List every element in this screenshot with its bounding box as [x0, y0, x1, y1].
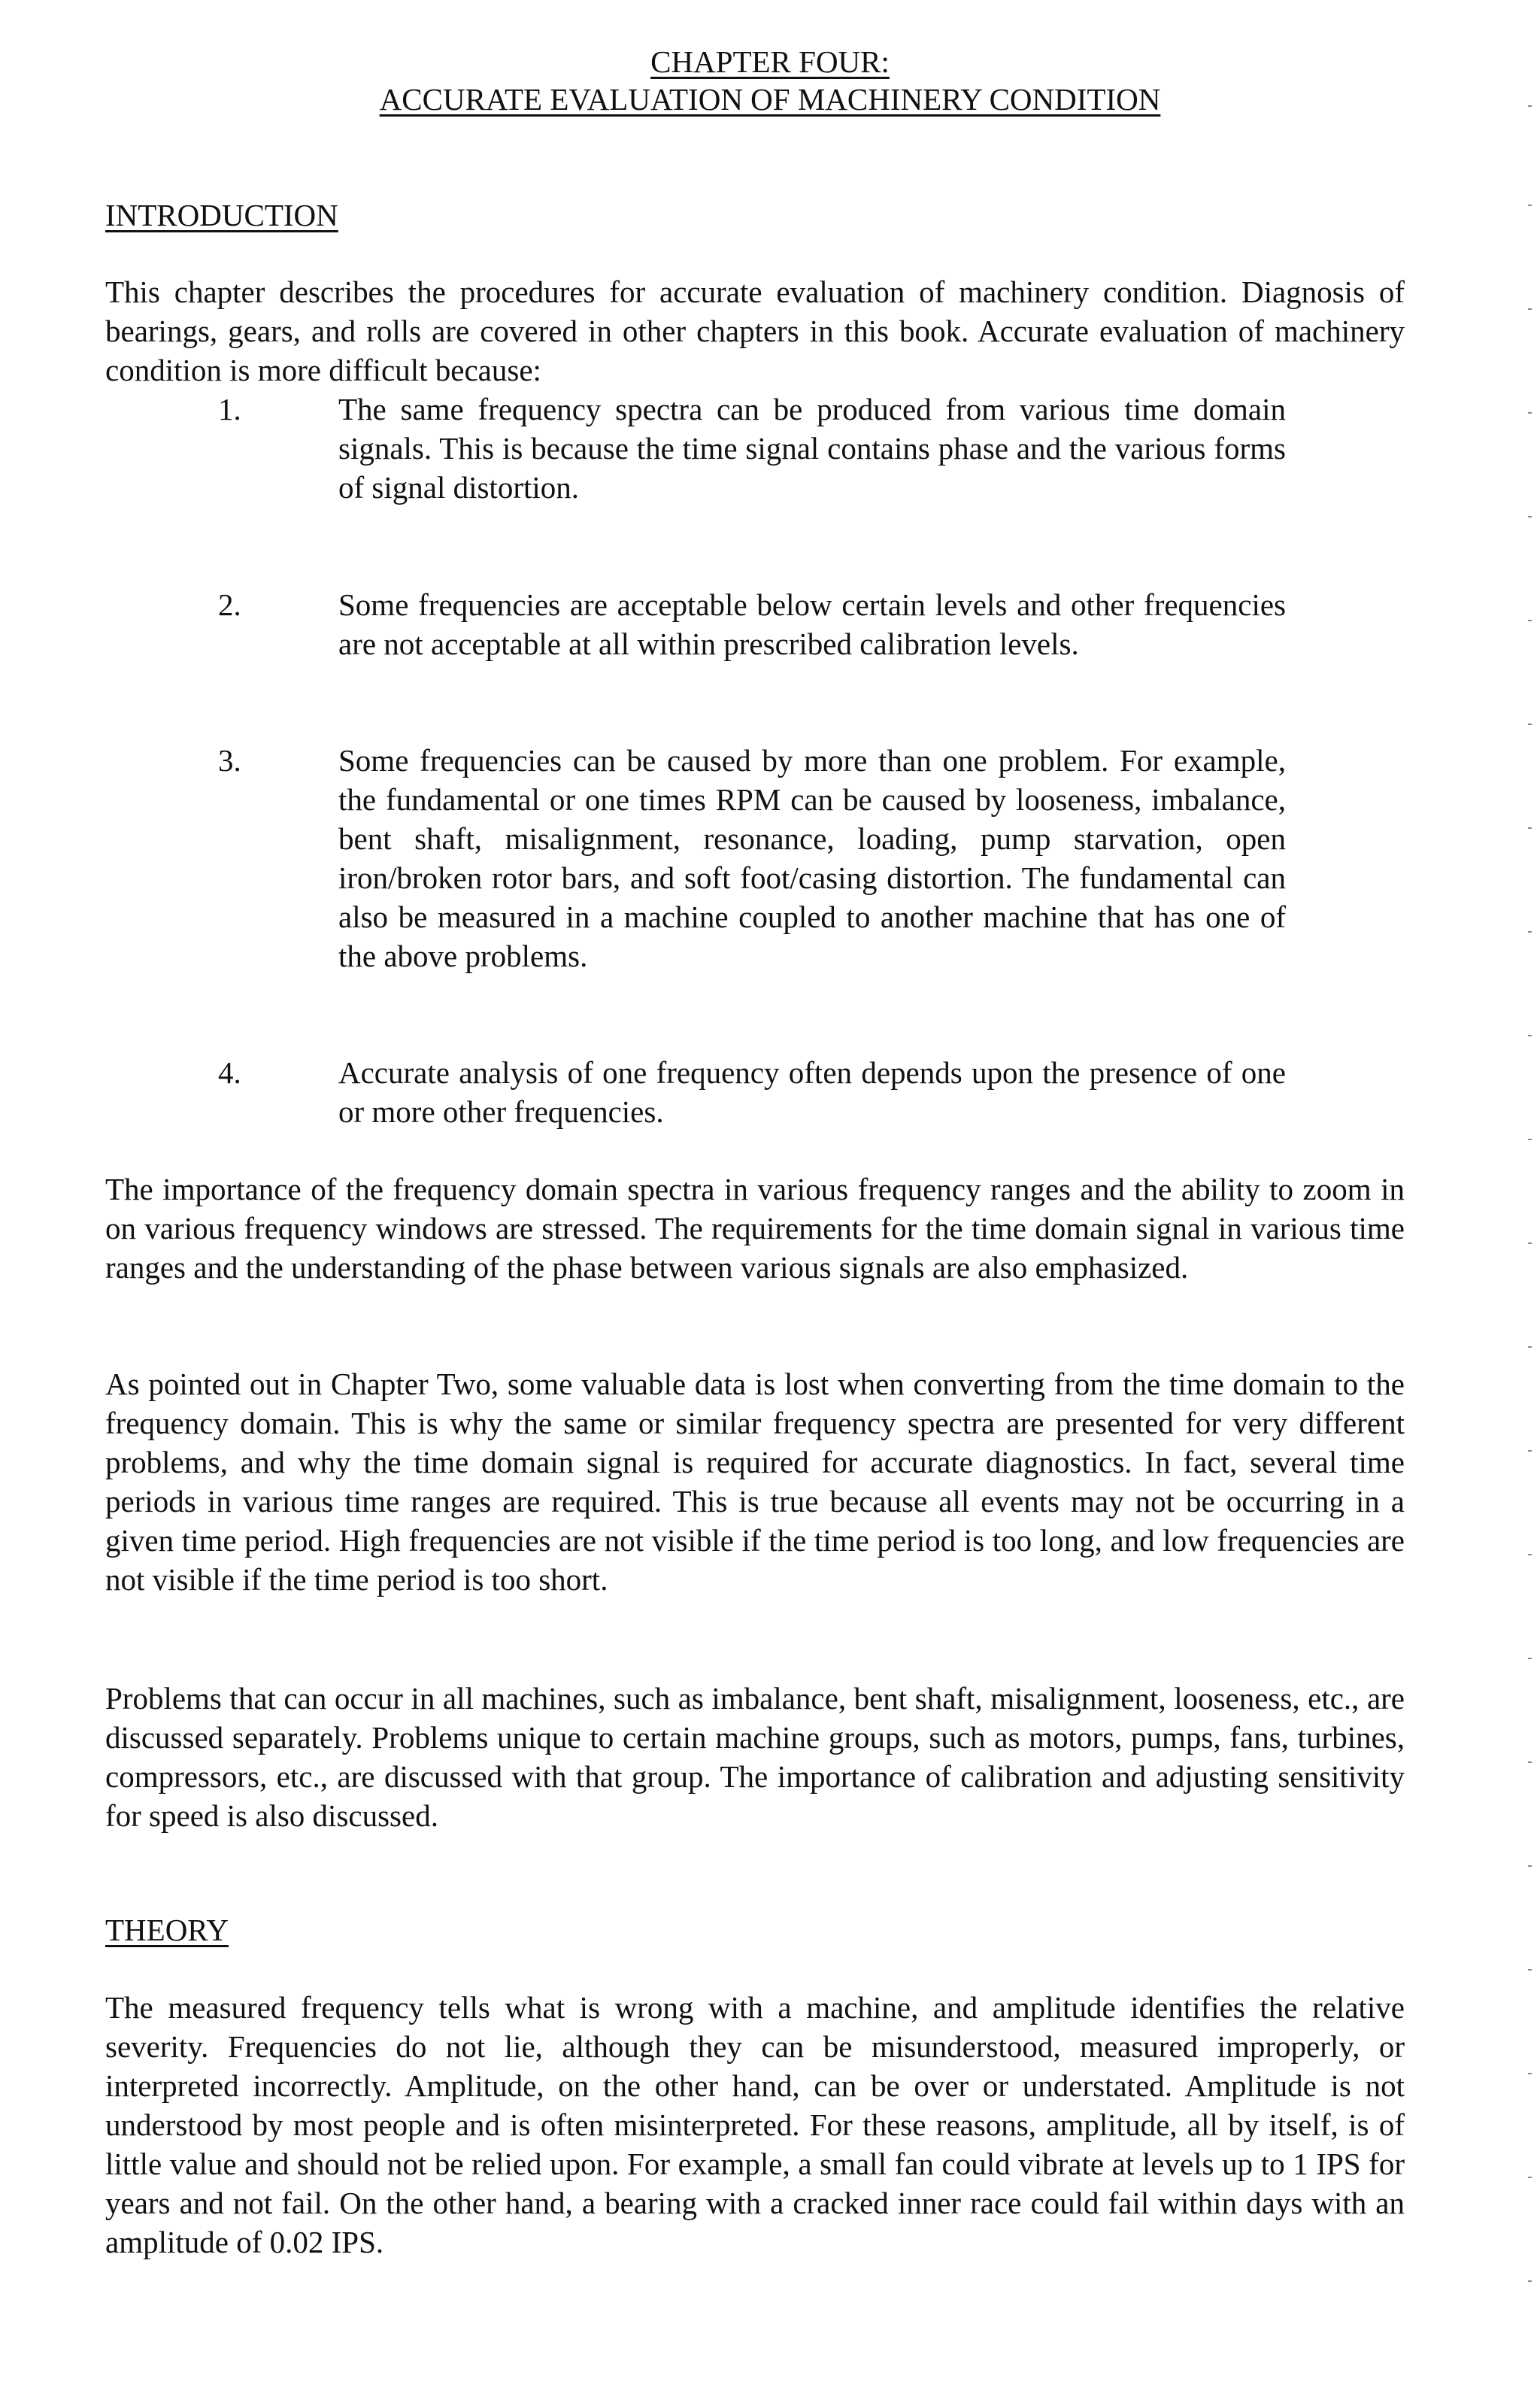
margin-tick — [1528, 1035, 1532, 1036]
margin-tick — [1528, 105, 1532, 107]
margin-tick — [1528, 1450, 1532, 1452]
margin-tick — [1528, 1658, 1532, 1659]
list-item-4-text: Accurate analysis of one frequency often depends upon the presence of one or more other frequencies. — [338, 1055, 1286, 1129]
margin-tick — [1528, 1865, 1532, 1867]
margin-tick — [1528, 1554, 1532, 1555]
margin-tick — [1528, 1139, 1532, 1140]
margin-tick — [1528, 1969, 1532, 1971]
chapter-title: ACCURATE EVALUATION OF MACHINERY CONDITION — [379, 82, 1161, 117]
list-item-2-text: Some frequencies are acceptable below certain levels and other frequencies are not acceptable at all within prescribed calibration levels. — [338, 587, 1286, 661]
margin-tick — [1528, 2073, 1532, 2074]
chapter-two-paragraph: As pointed out in Chapter Two, some valuable data is lost when converting from the time domain to the frequency domain. This is why the same or similar frequency spectra are presented for very different problems, and why the time domain signal is required for accurate diagnostics. In fact, several time periods in various time ranges are required. This is true because all events may not be occurring in a given time period. High frequencies are not visible if the time period is too long, and low frequencies are not visible if the time period is too short. — [105, 1367, 1405, 1597]
margin-tick — [1528, 1761, 1532, 1763]
introduction-paragraph: This chapter describes the procedures for accurate evaluation of machinery condition. Diagnosis of bearings, gears, and rolls are covered in other chapters in this book. Accurate evaluation of machinery condition is more difficult because: — [105, 275, 1405, 387]
list-item-4-number: 4. — [218, 1055, 241, 1090]
margin-tick — [1528, 1346, 1532, 1348]
list-item-1-number: 1. — [218, 392, 241, 426]
margin-tick — [1528, 205, 1532, 206]
margin-tick — [1528, 931, 1532, 933]
margin-tick — [1528, 620, 1532, 621]
problems-paragraph: Problems that can occur in all machines, such as imbalance, bent shaft, misalignment, looseness, etc., are discussed separately. Problems unique to certain machine groups, such as motors, pumps, fans, turbines, compressors, etc., are discussed with that group. The importance of calibration and adjusting sensitivity for speed is also discussed. — [105, 1681, 1405, 1833]
list-item-3-number: 3. — [218, 743, 241, 778]
margin-tick — [1528, 412, 1532, 414]
frequency-domain-paragraph: The importance of the frequency domain spectra in various frequency ranges and the ability to zoom in on various frequency windows are stressed. The requirements for the time domain signal in various time ranges and the understanding of the phase between various signals are also emphasized. — [105, 1172, 1405, 1285]
introduction-heading: INTRODUCTION — [105, 198, 338, 232]
theory-heading: THEORY — [105, 1913, 229, 1947]
margin-tick — [1528, 2177, 1532, 2178]
list-item-3-text: Some frequencies can be caused by more than one problem. For example, the fundamental or one times RPM can be caused by looseness, imbalance, bent shaft, misalignment, resonance, loading, pump starvation, open iron/broken rotor bars, and soft foot/casing distortion. The fundamental can also be measured in a machine coupled to another machine that has one of the above problems. — [338, 743, 1286, 973]
list-item-2-number: 2. — [218, 587, 241, 622]
margin-tick — [1528, 724, 1532, 725]
margin-tick — [1528, 308, 1532, 310]
margin-tick — [1528, 1242, 1532, 1244]
chapter-number-title: CHAPTER FOUR: — [650, 44, 890, 79]
theory-paragraph: The measured frequency tells what is wrong with a machine, and amplitude identifies the relative severity. Frequencies do not lie, although they can be misunderstood, measured improperly, or interpreted incorrectly. Amplitude, on the other hand, can be over or understated. Amplitude is not understood by most people and is often misinterpreted. For these reasons, amplitude, all by itself, is of little value and should not be relied upon. For example, a small fan could vibrate at levels up to 1 IPS for years and not fail. On the other hand, a bearing with a cracked inner race could fail within days with an amplitude of 0.02 IPS. — [105, 1990, 1405, 2259]
margin-tick — [1528, 827, 1532, 829]
margin-tick — [1528, 2280, 1532, 2282]
list-item-1-text: The same frequency spectra can be produced from various time domain signals. This is because the time signal contains phase and the various forms of signal distortion. — [338, 392, 1286, 505]
margin-tick — [1528, 516, 1532, 517]
